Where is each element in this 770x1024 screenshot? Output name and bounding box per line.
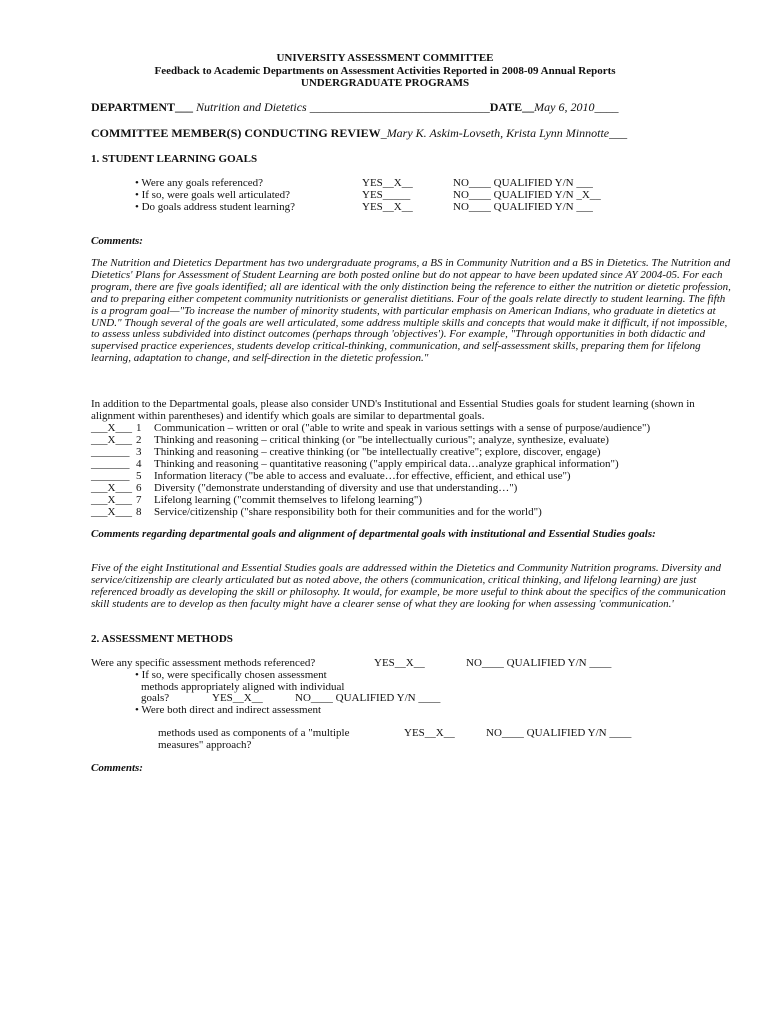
question-text: • Do goals address student learning? [135, 201, 295, 213]
goal-mark: _______ [91, 446, 130, 458]
methods-question-2-line-3: goals? [141, 692, 170, 704]
header-line-3: UNDERGRADUATE PROGRAMS [300, 77, 470, 89]
goal-number: 4 [136, 458, 142, 470]
methods-question-3-line-3: measures" approach? [158, 739, 252, 751]
question-text: • Were any goals referenced? [135, 177, 263, 189]
no-qualified-field: NO____ QUALIFIED Y/N _X__ [453, 189, 601, 201]
essential-goal-row [91, 434, 609, 446]
methods-q1-yes-field: YES__X__ [374, 657, 425, 669]
essential-studies-intro: In addition to the Departmental goals, please also consider UND's Institutional and Essential Studies goals for student learning (shown in alignment within parentheses) and identify which goals are similar to departmental goals. [91, 398, 695, 422]
committee-label: COMMITTEE MEMBER(S) CONDUCTING REVIEW [91, 126, 381, 140]
no-qualified-field: NO____ QUALIFIED Y/N ___ [453, 201, 593, 213]
goal-text: Thinking and reasoning – creative thinking (or "be intellectually creative"; explore, discover, engage) [154, 446, 601, 458]
document-header [0, 52, 770, 90]
goal-number: 6 [136, 482, 142, 494]
goal-text: Information literacy ("be able to access and evaluate…for effective, efficient, and ethical use") [154, 470, 571, 482]
goal-number: 2 [136, 434, 142, 446]
essential-goal-row [91, 446, 601, 458]
goal-number: 8 [136, 506, 142, 518]
comments-label-2: Comments: [91, 762, 143, 774]
goal-mark: ___X___ [91, 434, 132, 446]
essential-goal-row [91, 506, 542, 518]
question-text: • If so, were goals well articulated? [135, 189, 291, 201]
methods-q2-no-field: NO____ QUALIFIED Y/N ____ [295, 692, 441, 704]
goal-text: Diversity ("demonstrate understanding of diversity and use that understanding…") [154, 482, 518, 494]
alignment-comments-paragraph: Five of the eight Institutional and Essential Studies goals are addressed within the Dietetics and Community Nutrition programs. Diversity and service/citizenship are clearly articulated but as noted above, the others (communication, critical thinking, and lifelong learning) are just referenced broadly as developing the skill or philosophy. It would, for example, be more useful to think about the specifics of the communication skill students are to develop as then faculty might have a clearer sense of what they are looking for when assessing 'communication.' [91, 562, 726, 610]
yes-field: YES__X__ [362, 201, 413, 213]
methods-q2-yes-field: YES__X__ [212, 692, 263, 704]
yes-field: YES__X__ [362, 177, 413, 189]
committee-line [91, 127, 627, 139]
committee-tail: ___ [609, 126, 628, 140]
goal-number: 1 [136, 422, 142, 434]
header-line-2: Feedback to Academic Departments on Assessment Activities Reported in 2008-09 Annual Reports [154, 64, 616, 77]
goal-text: Thinking and reasoning – quantitative reasoning ("apply empirical data…analyze graphical information") [154, 458, 619, 470]
no-qualified-field: NO____ QUALIFIED Y/N ___ [453, 177, 593, 189]
goal-mark: ___X___ [91, 422, 132, 434]
department-value: Nutrition and Dietetics [193, 100, 310, 114]
alignment-comments-label: Comments regarding departmental goals and alignment of departmental goals with institutional and Essential Studies goals: [91, 528, 656, 540]
methods-question-3-line-1: • Were both direct and indirect assessment [135, 704, 322, 716]
department-line [91, 101, 618, 113]
goal-number: 7 [136, 494, 142, 506]
methods-question-2-line-1: • If so, were specifically chosen assessment [135, 669, 327, 681]
essential-goal-row [91, 470, 571, 482]
yes-field: YES_____ [362, 189, 411, 201]
goal-mark: _______ [91, 458, 130, 470]
department-blank: ______________________________ [309, 100, 490, 114]
methods-question-2-line-2: methods appropriately aligned with individual [141, 681, 345, 693]
essential-goal-row [91, 422, 650, 434]
methods-question-3-line-2: methods used as components of a "multiple [158, 727, 350, 739]
section-2-heading: 2. ASSESSMENT METHODS [91, 633, 233, 645]
goal-mark: ___X___ [91, 506, 132, 518]
goal-mark: _______ [91, 470, 130, 482]
comments-label-1: Comments: [91, 235, 143, 247]
goal-number: 3 [136, 446, 142, 458]
essential-goal-row [91, 494, 422, 506]
comments-paragraph-1: The Nutrition and Dietetics Department has two undergraduate programs, a BS in Community Nutrition and a BS in Dietetics. The Nutrition and Dietetics' Plans for Assessment of Student Learning are both posted online but do not appear to have been updated since AY 2004-05. For each program, there are five goals identified; all are identical with the only distinction being the reference to either the nutrition or dietetic profession, and to preparing either competent community nutritionists or generalist dietitians. Four of the goals relate directly to student learning. The fifth is a program goal—"To increase the number of minority students, with particular emphasis on American Indians, who graduate in dietetics at UND." Though several of the goals are well articulated, some address multiple skills and concepts that would make it difficult, if not impossible, to assess unless subdivided into distinct outcomes (perhaps through 'objectives'). For example, "Through opportunities in both didactic and supervised practice experiences, students develop critical-thinking, communication, and self-assessment skills, preparing them for lifelong learning, adaptation to change, and self-direction in the dietetic profession." [91, 257, 731, 365]
date-label: DATE__ [489, 100, 535, 114]
goal-number: 5 [136, 470, 142, 482]
essential-goal-row [91, 482, 517, 494]
methods-question-1: Were any specific assessment methods referenced? [91, 657, 316, 669]
goal-text: Thinking and reasoning – critical thinking (or "be intellectually curious"; analyze, synthesize, evaluate) [154, 434, 609, 446]
date-tail: ____ [594, 100, 619, 114]
goal-text: Service/citizenship ("share responsibility both for their communities and for the world") [154, 506, 542, 518]
goal-mark: ___X___ [91, 494, 132, 506]
methods-q3-yes-field: YES__X__ [404, 727, 455, 739]
header-line-1: UNIVERSITY ASSESSMENT COMMITTEE [276, 52, 494, 64]
methods-q3-no-field: NO____ QUALIFIED Y/N ____ [486, 727, 632, 739]
goal-text: Lifelong learning ("commit themselves to lifelong learning") [154, 494, 423, 506]
section-1-heading: 1. STUDENT LEARNING GOALS [91, 153, 258, 165]
essential-goal-row [91, 458, 619, 470]
methods-q1-no-field: NO____ QUALIFIED Y/N ____ [466, 657, 612, 669]
goal-text: Communication – written or oral ("able to write and speak in various settings with a sense of purpose/audience") [154, 422, 651, 434]
committee-value: _Mary K. Askim-Lovseth, Krista Lynn Minnotte [380, 126, 610, 140]
department-label: DEPARTMENT___ [91, 100, 194, 114]
goal-mark: ___X___ [91, 482, 132, 494]
date-value: May 6, 2010 [534, 100, 595, 114]
